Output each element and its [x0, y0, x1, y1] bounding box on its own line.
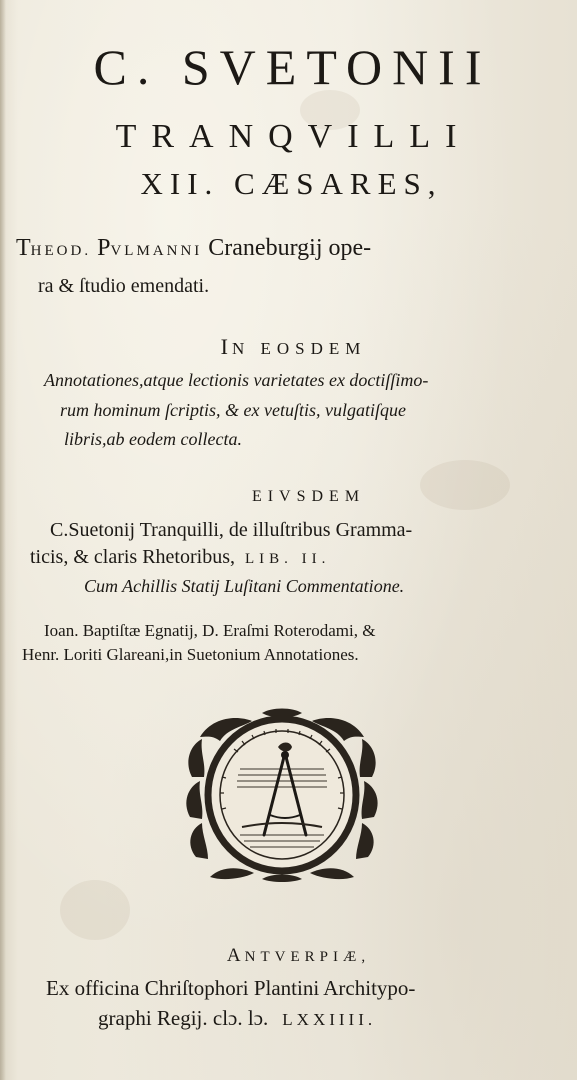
in-eosdem-heading	[0, 336, 577, 358]
in-eosdem-initial: I	[220, 334, 232, 359]
editor-rest-2: VLMANNI	[110, 243, 203, 259]
printer-line-2	[98, 1008, 376, 1029]
imprint-year-date: clɔ. lɔ.	[212, 1006, 269, 1030]
printer-line-1: Ex officina Chriſtophori Plantini Architypo-	[46, 976, 416, 1000]
commentary-line: Cum Achillis Statij Luſitani Commentatione.	[84, 576, 405, 596]
editor-initial-1: T	[16, 235, 31, 261]
contributors-line-1: Ioan. Baptiſtæ Egnatij, D. Eraſmi Roterodami, &	[44, 621, 376, 640]
author-line: C. SVETONII	[93, 39, 492, 95]
imprint-year-roman: LXXIIII.	[282, 1010, 377, 1029]
cognomen-line: TRANQVILLI	[115, 118, 472, 155]
binding-edge	[0, 0, 6, 1080]
editor-continuation: ra & ſtudio emendati.	[38, 275, 210, 297]
foxing-stain	[60, 880, 130, 940]
editor-rest-1: HEOD.	[30, 243, 92, 259]
grammarians-line-2-text: ticis, & claris Rhetoribus,	[30, 546, 235, 568]
contributors-line-2: Henr. Loriti Glareani,in Suetonium Annotationes.	[22, 645, 359, 664]
annotations-line-3: libris,ab eodem collecta.	[64, 429, 242, 449]
editor-line	[16, 236, 371, 260]
plantin-compass-device-icon	[182, 707, 382, 883]
grammarians-book: LIB. II.	[244, 551, 331, 567]
work-line: XII. CÆSARES,	[140, 166, 443, 201]
eiusdem-heading: EIVSDEM	[251, 488, 366, 505]
grammarians-line-1: C.Suetonij Tranquilli, de illuſtribus Gramma-	[50, 519, 413, 541]
annotations-line-2: rum hominum ſcriptis, & ex vetuſtis, vulgatiſque	[60, 400, 406, 420]
grammarians-line-2	[30, 547, 330, 567]
annotations-line-1: Annotationes,atque lectionis varietates ex doctiſſimo-	[44, 370, 429, 390]
printer-line-2-text: graphi Regij.	[98, 1006, 208, 1030]
in-eosdem-rest: N EOSDEM	[231, 339, 367, 358]
editor-tail: Craneburgij ope-	[208, 235, 372, 261]
imprint-city-rest: NTVERPIÆ,	[244, 949, 371, 965]
imprint-city-initial: A	[226, 945, 245, 966]
editor-initial-2: P	[97, 235, 111, 261]
imprint-city	[0, 946, 577, 965]
